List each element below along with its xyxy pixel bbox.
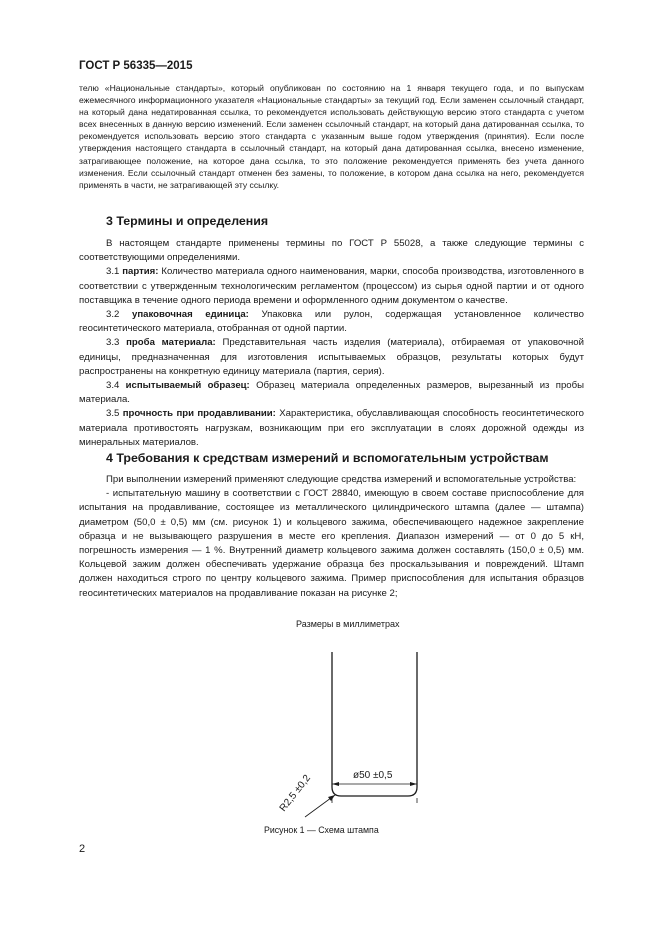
radius-label: R2,5 ±0,2 bbox=[277, 772, 314, 814]
term-3-3-name: проба материала: bbox=[126, 337, 216, 349]
section-4-title: 4 Требования к средствам измерений и вспомогательным устройствам bbox=[106, 451, 549, 465]
intro-paragraph bbox=[79, 82, 584, 191]
term-3-1: 3.1 партия: Количество материала одного наименования, марки, способа производства, изготовленного в соответствии с утвержденным технологическим регламентом (процессом) из сырья одной партии и от одного поставщика в течение одного периода времени и оформленного одним документом о качестве. bbox=[79, 266, 584, 306]
arrow-left bbox=[332, 782, 339, 786]
figure-units-label: Размеры в миллиметрах bbox=[296, 619, 400, 629]
section-4-body bbox=[79, 473, 584, 601]
section-3-title: 3 Термины и определения bbox=[106, 214, 269, 228]
figure-caption: Рисунок 1 — Схема штампа bbox=[264, 825, 379, 835]
term-3-5: 3.5 прочность при продавливании: Характеристика, обуславливающая способность геосинтетического материала противостоять нагрузкам, возникающим при его эксплуатации в слоях дорожной одежды из минеральных материалов. bbox=[79, 408, 585, 448]
term-3-1-name: партия: bbox=[122, 266, 159, 278]
radius-arrow bbox=[328, 795, 335, 801]
document-header: ГОСТ Р 56335—2015 bbox=[79, 60, 193, 72]
page-number: 2 bbox=[79, 843, 86, 855]
term-3-2-name: упаковочная единица: bbox=[131, 309, 249, 321]
intro-text: телю «Национальные стандарты», который опубликован по состоянию на 1 января текущего года, и по выпускам ежемесячного информационного указателя «Национальные стандарты» за текущий год. Если заменен ссылочный стандарт, на который дана недатированная ссылка, то рекомендуется использовать действующую версию этого стандарта с учетом всех внесенных в данную версию изменений. Если заменен ссылочный стандарт, на который дана датированная ссылка, то рекомендуется использовать версию этого стандарта с указанным выше годом утверждения (принятия). Если после утверждения настоящего стандарта в ссылочный стандарт, на который дана датированная ссылка, внесено изменение, затрагивающее положение, на которое дана ссылка, то это положение рекомендуется применять без учета данного изменения. Если ссылочный стандарт отменен без замены, то положение, в котором дана ссылка на него, рекомендуется применять в части, не затрагивающей эту ссылку. bbox=[79, 83, 584, 190]
term-3-3: 3.3 проба материала: Представительная часть изделия (материала), отбираемая от упаковочной единицы, предназначенная для изготовления испытываемых образцов, результаты которых будут распространены на конкретную единицу материала (партия, серия). bbox=[79, 337, 584, 377]
arrow-right bbox=[410, 782, 417, 786]
section-3-body bbox=[79, 237, 584, 450]
section-3-intro: В настоящем стандарте применены термины по ГОСТ Р 55028, а также следующие термины с соответствующими определениями. bbox=[79, 238, 584, 264]
section-4-para-2: - испытательную машину в соответствии с ГОСТ 28840, имеющую в своем составе приспособление для испытания на продавливание, состоящее из металлического цилиндрического штампа (далее — штампа) диаметром (50,0 ± 0,5) мм (см. рисунок 1) и кольцевого зажима, обеспечивающего надежное закрепление образца и не вызывающего разрушения в месте его крепления. Диапазон измерений — от 0 до 5 кН, погрешность измерения — 1 %. Внутренний диаметр кольцевого зажима должен составлять (150,0 ± 0,5) мм. Кольцевой зажим должен обеспечивать удержание образца без проскальзывания и повреждений. Штамп должен находиться строго по центру кольцевого зажима. Пример приспособления для испытания образцов геосинтетических материалов на продавливание показан на рисунке 2; bbox=[79, 488, 584, 599]
term-3-4-name: испытываемый образец: bbox=[125, 380, 250, 392]
term-3-5-name: прочность при продавливании: bbox=[122, 408, 276, 420]
section-4-para-1: При выполнении измерений применяют следующие средства измерений и вспомогательные устройства: bbox=[106, 474, 577, 485]
stamp-drawing bbox=[260, 612, 460, 842]
diameter-label: ø50 ±0,5 bbox=[353, 770, 393, 781]
term-3-4: 3.4 испытываемый образец: Образец материала определенных размеров, вырезанный из пробы материала. bbox=[79, 380, 585, 406]
term-3-2: 3.2 упаковочная единица: Упаковка или рулон, содержащая установленное количество геосинтетического материала, отобранная от одной партии. bbox=[79, 309, 585, 335]
